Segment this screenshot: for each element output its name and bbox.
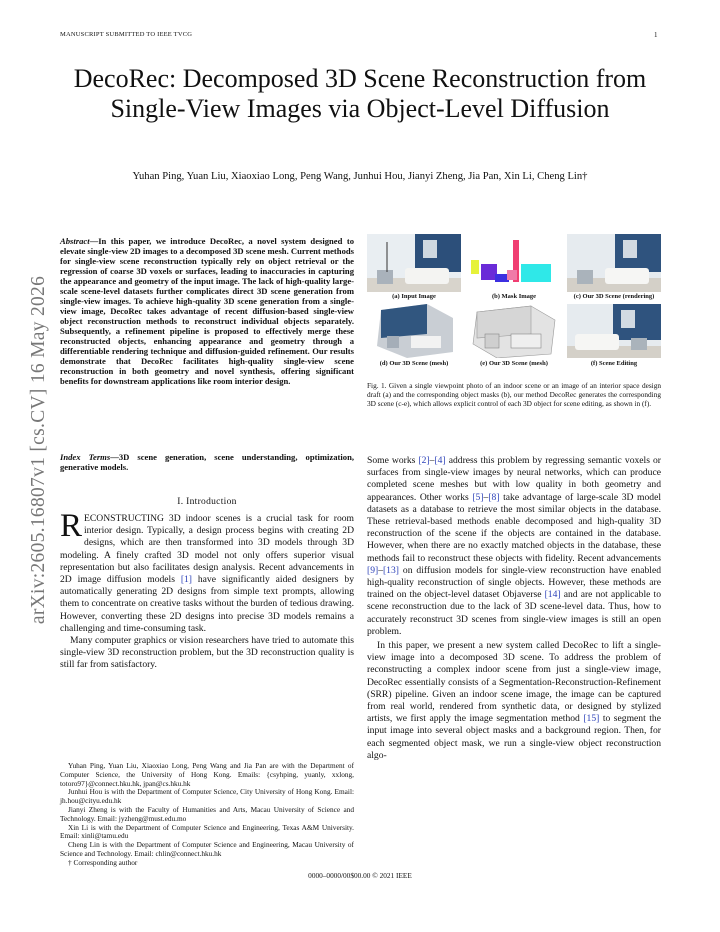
citation-link[interactable]: [2] [418,455,430,466]
text-run: – [429,455,435,466]
footnote: Jianyi Zheng is with the Faculty of Humanities and Arts, Macau University of Science and Technology. Email: jyzheng@must.edu.mo [60,804,354,823]
figure-label: (e) Our 3D Scene (mesh) [480,360,548,367]
text-run: address this problem by regressing semantic voxels or surfaces from single-view images by neural networks, which can produce completed scene meshes but with low quality in both geometry and appearances. Other works [367,455,662,503]
copyright-footer: 0000–0000/00$00.00 © 2021 IEEE [308,871,412,880]
rendering-thumbnail [567,234,661,292]
dropcap: R [60,508,83,544]
mesh-thumbnail [467,304,561,358]
figure-1 [367,234,661,374]
footnote: Xin Li is with the Department of Computer Science and Engineering, Texas A&M University. Email: xinli@tamu.edu [60,822,354,841]
intro-text-a: 3D indoor scenes is a crucial task for room interior design. Typically, a design process begins with creating 2D designs, which are then transformed into 3D models through 3D modeling. A finely crafted 3D model not only offers superior visual representation but also facilitates design analysis. Recent advancements in 2D image diffusion models [60,513,354,586]
footnote: Yuhan Ping, Yuan Liu, Xiaoxiao Long, Peng Wang and Jia Pan are with the Department of Computer Science, the University of Hong Kong. Emails: {csyhping, yuanly, xxlong, totoro97}@connect.hku.hk, jpan@cs.hku.hk [60,761,354,788]
citation-link[interactable]: [8] [488,491,500,503]
citation-link[interactable]: [1] [180,574,192,586]
intro-right-text [367,455,661,762]
abstract-text: —In this paper, we introduce DecoRec, a novel system designed to elevate single-view 2D images to a decomposed 3D scene mesh. Current methods for single-view scene reconstruction typically rely on object retrieval or the regression of coarse 3D voxels or surfaces, leading to inaccuracies in capturing the appearance and geometry of the input image. The lack of high-quality large-scale scene-level datasets further complicates direct 3D scene generation from single-view images. To achieve high-quality 3D scene generation from a single-view image, DecoRec takes advantage of recent diffusion-based single-view object reconstruction methods to reconstruct individual objects separately. Subsequently, a refinement pipeline is proposed to effectively merge these reconstructed objects, enhancing appearance and geometry through a differentiable rendering technique and diffusion-guided refinement. Our results demonstrate that DecoRec facilitates high-quality single-view scene reconstruction in both geometry and novel synthesis, offering significant benefits for downstream applications like room interior design. [60,236,354,386]
citation-link[interactable]: [4] [434,455,446,466]
intro-paragraph-2: Many computer graphics or vision researchers have tried to automate this single-view 3D reconstruction problem, but the 3D reconstruction quality is still far from satisfactory. [60,635,354,671]
citation-link[interactable]: [15] [583,713,600,725]
text-run: to segment the input image into several object masks and a background region. Then, for each segmented object mask, we run a single-view object reconstruction algo- [367,713,661,761]
text-run: on diffusion models for single-view reconstruction have enabled high-quality reconstruction of single objects. However, these methods are trained on the object-level dataset Objaverse [367,564,661,601]
footnote: Cheng Lin is with the Department of Computer Science and Engineering, Macau University of Science and Technology. Email: chlin@connect.hku.hk [60,840,354,858]
figure-label: (c) Our 3D Scene (rendering) [573,293,655,300]
input-image-thumbnail [367,234,461,292]
running-header: MANUSCRIPT SUBMITTED TO IEEE TVCG [60,31,193,38]
paragraph [367,455,661,638]
citation-link[interactable]: [14] [544,589,561,601]
paper-title: DecoRec: Decomposed 3D Scene Reconstruction from Single-View Images via Object-Level Diffusion [73,64,647,123]
footnote: Junhui Hou is with the Department of Computer Science, City University of Hong Kong. Email: jh.hou@cityu.edu.hk [60,787,354,806]
footnote: † Corresponding author [68,857,138,867]
citation-link[interactable]: [13] [382,564,399,576]
figure-caption: Fig. 1. Given a single viewpoint photo of an indoor scene or an image of an interior space design draft (a) and the corresponding object masks (b), our method DecoRec generates the corresponding 3D scene (c-e), which allows explicit control of each 3D object for scene editing, as shown in (f). [367,381,661,408]
text-run: – [483,491,489,503]
text-run: take advantage of large-scale 3D model datasets as a database to retrieve the most similar objects in the database. These retrieval-based methods enable decomposed and high-quality 3D reconstruction of the scene if the objects are contained in the database. However, when there are no exactly matched objects in the database, these methods fail to reconstruct these objects with fidelity. Recent advancements [367,491,661,564]
citation-link[interactable]: [9] [367,564,379,576]
figure-label: (f) Scene Editing [590,360,638,367]
abstract [60,236,354,386]
abstract-label: Abstract [60,236,90,246]
citation-link[interactable]: [5] [472,491,484,503]
footnotes [60,762,354,868]
index-terms [60,452,354,472]
index-terms-text: —3D scene generation, scene understanding, optimization, generative models. [60,452,354,472]
mesh-thumbnail [367,304,461,358]
arxiv-stamp: arXiv:2605.16807v1 [cs.CV] 16 May 2026 [28,275,49,625]
index-terms-label: Index Terms [60,452,111,462]
scene-editing-thumbnail [567,304,661,358]
intro-text-b: have significantly aided designers by automatically generating 2D designs from simple text prompts, allowing them to concentrate on creative tasks without the burden of tedious drawing. However, converting these 2D designs into precise 3D models remains a challenging and time-consuming task. [60,574,354,634]
text-run: Some works [367,455,419,466]
author-list: Yuhan Ping, Yuan Liu, Xiaoxiao Long, Peng Wang, Junhui Hou, Jianyi Zheng, Jia Pan, Xin Li, Cheng Lin† [132,171,588,182]
text-run: – [378,564,383,576]
intro-paragraph-1 [60,508,354,635]
figure-label: (b) Mask Image [491,293,537,300]
text-run: and are not applicable to scene reconstruction due to the lack of 3D scene-level data. Thus, how to accurately reconstruct 3D scenes from single-view images is still an open problem. [367,589,661,637]
mask-image-thumbnail [467,234,561,292]
section-heading: I. Introduction [177,497,237,507]
figure-label: (a) Input Image [392,293,436,300]
intro-text [60,508,354,672]
intro-lead: ECONSTRUCTING [84,513,164,524]
page-number: 1 [654,31,658,39]
figure-label: (d) Our 3D Scene (mesh) [379,360,449,367]
text-run: In this paper, we present a new system called DecoRec to lift a single-view image into a decomposed 3D scene. To address the problem of reconstructing a complex indoor scene from just a single-view image, DecoRec essentially consists of a Segmentation-Reconstruction-Refinement (SRR) pipeline. Given an indoor scene image, the image can be captured from real world, rendered from synthetic data, or designed by stylized artists, we first apply the image segmentation method [367,640,661,725]
paragraph [367,640,661,762]
